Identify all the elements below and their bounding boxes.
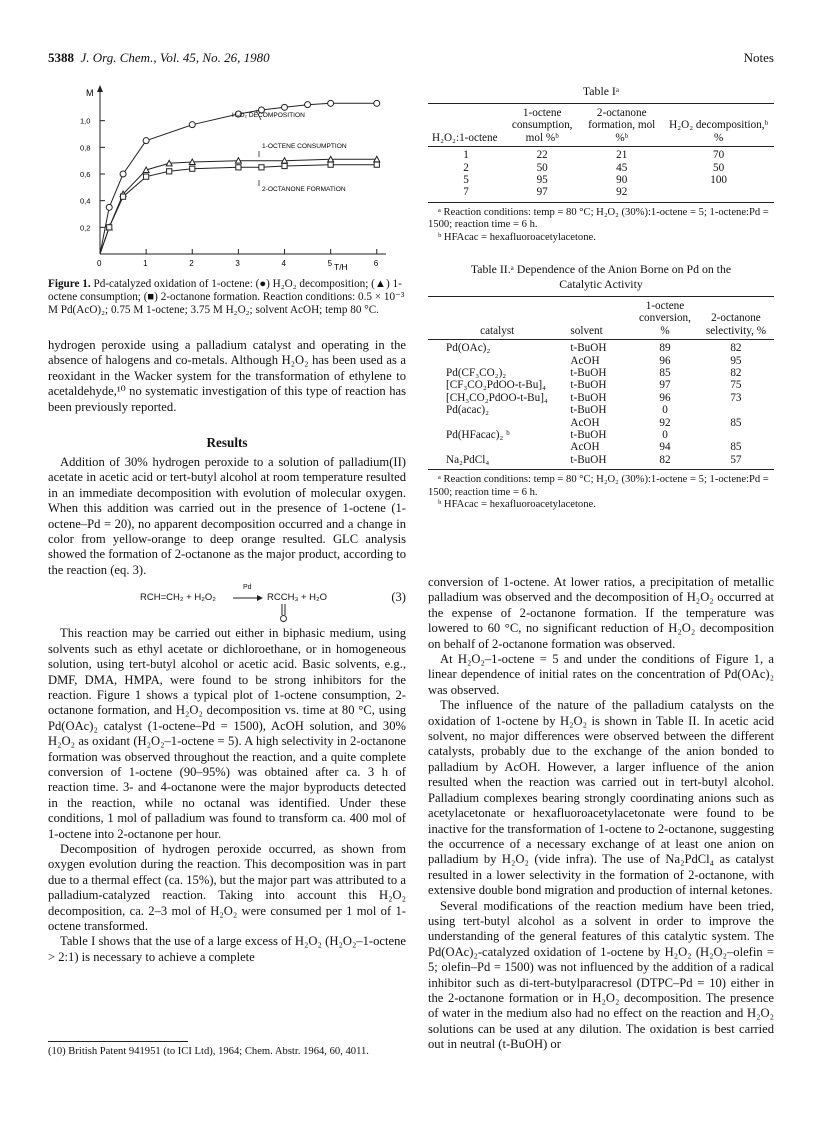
table-cell: 70 <box>713 149 725 162</box>
table-cell: 50 <box>713 161 725 174</box>
equation-arrow-label: Pd <box>243 584 252 592</box>
curve-label-octanone: 2-OCTANONE FORMATION <box>262 186 346 193</box>
table-cell: AcOH <box>570 416 600 429</box>
y-tick-label: 0,4 <box>80 196 91 206</box>
x-axis-label: T/H <box>334 262 348 272</box>
table-1-header: H₂O₂:1-octene <box>432 131 498 144</box>
table-cell: 92 <box>616 186 628 199</box>
table-cell: 50 <box>536 161 548 174</box>
x-tick-label: 3 <box>235 259 240 268</box>
y-axis-arrow-icon <box>97 85 103 92</box>
table-cell: 1 <box>463 149 469 162</box>
y-tick-label: 0,6 <box>80 170 91 179</box>
table-cell <box>428 355 566 367</box>
data-point-octanone <box>107 225 112 230</box>
table-row <box>428 379 774 391</box>
table-cell: 96 <box>659 354 671 367</box>
data-point-octanone <box>144 174 149 179</box>
table-cell: [CF₃CO₂PdOO-t-Bu]₄ <box>446 379 546 392</box>
series-line-1 <box>100 103 377 254</box>
data-point-h2o2 <box>282 104 288 110</box>
table-cell <box>698 404 774 416</box>
table-cell: t-BuOH <box>570 453 607 466</box>
table-1-footnote-b: ᵇ HFAcac = hexafluoroacetylacetone. <box>438 232 596 244</box>
table-1-header: 2-octanone formation, mol %ᵇ <box>588 107 656 144</box>
x-tick-label: 4 <box>281 259 286 268</box>
paragraph-right-4: Several modifications of the reaction medium have been tried, using tert-butyl alcohol as a solvent in order to improve the understanding of the general features of this catalytic system. The Pd(OAc)₂-catalyzed oxidation of 1-octene by H₂O₂ (H₂O₂–olefin = 5; olefin–Pd = 1500) was not influenced by the addition of a radical inhibitor such as di-tert-butylparacresol (DTPC–Pd = 10) either in the 2-octanone formation or in H₂O₂ decomposition. The presence of water in the medium also had no effect on the reaction and H₂O₂ solutions can be used at any dilution. The oxidation is best carried out in neutral (t-BuOH) or <box>428 898 774 1052</box>
table-1 <box>428 107 774 199</box>
x-tick-label: 6 <box>373 259 379 268</box>
table-row <box>428 441 774 453</box>
table-row <box>428 149 774 161</box>
figure-1-plot <box>56 84 396 276</box>
paragraph-results-2: This reaction may be carried out either in biphasic medium, using solvents such as ethyl acetate or dichloroethane, or in homogeneous solution, using tert-butyl alcohol or acetic acid. Basic solvents, e.g., DMF, DMA, HMPA, were found to be strong inhibitors for the reaction. Figure 1 shows a typical plot of 1-octene consumption, 2-octanone formation, and H₂O₂ decomposition vs. time at 80 °C, using Pd(OAc)₂ catalyst (1-octene–Pd = 1500), AcOH solution, and 30% H₂O₂ as oxidant (H₂O₂–1-octene = 5). A high selectivity in 2-octanone formation was observed throughout the reaction, and a quite complete conversion of 1-octene (90–95%) was obtained after ca. 3 h of reaction time. 3- and 4-octanone were the major byproducts detected in the reaction, while no octanal was identified. Under these conditions, 1 mol of palladium was found to transform ca. 400 mol of 1-octene into 2-octanone per hour. <box>48 626 406 841</box>
series-line-3 <box>100 165 377 254</box>
table-cell: 0 <box>662 404 668 417</box>
table-cell: 22 <box>536 149 548 162</box>
equation-number: (3) <box>391 590 406 605</box>
table-2-footnote-b: ᵇ HFAcac = hexafluoroacetylacetone. <box>438 499 596 511</box>
x-tick-label: 1 <box>143 259 148 268</box>
figure-caption-text: Pd-catalyzed oxidation of 1-octene: (●) H₂O₂ decomposition; (▲) 1-octene consumption; (■) 2-octanone formation. Reaction conditions: 0.5 × 10⁻³ M Pd(AcO)₂; 0.75 M 1-octene; 3.75 M H₂O₂; solvent AcOH; temp 80 °C. <box>48 278 405 316</box>
table-cell: AcOH <box>570 441 600 454</box>
table-cell <box>663 186 774 198</box>
data-point-h2o2 <box>305 102 311 108</box>
table-cell: [CH₃CO₂PdOO-t-Bu]₄ <box>446 391 548 404</box>
left-column <box>48 338 406 965</box>
table-cell: AcOH <box>570 354 600 367</box>
table-2 <box>428 300 774 466</box>
data-point-octanone <box>282 163 287 168</box>
curve-label-octene: 1-OCTENE CONSUMPTION <box>262 143 347 150</box>
table-cell: t-BuOH <box>570 391 607 404</box>
table-cell: 7 <box>463 186 469 199</box>
table-cell <box>428 441 566 453</box>
table-cell: t-BuOH <box>570 342 607 355</box>
page-number: 5388 <box>48 50 74 65</box>
table-2-footnote-a: ᵃ Reaction conditions: temp = 80 °C; H₂O₂ (30%):1-octene = 5; 1-octene:Pd = 1500; reaction time = 6 h. <box>428 474 769 498</box>
footnote-rule <box>48 1041 188 1042</box>
paragraph-results-4: Table I shows that the use of a large excess of H₂O₂ (H₂O₂–1-octene > 2:1) is necessary to achieve a complete <box>48 934 406 964</box>
paragraph-right-1: conversion of 1-octene. At lower ratios, a precipitation of metallic palladium was observed and the decomposition of H₂O₂ occurred at the expense of 2-octanone formation. If the temperature was lowered to 60 °C, no significant reduction of H₂O₂ decomposition on behalf of 2-octanone formation was observed. <box>428 575 774 651</box>
x-tick-label: 2 <box>189 259 194 268</box>
section-heading-results: Results <box>206 435 248 451</box>
table-2-caption: Table II.ᵃ Dependence of the Anion Borne on Pd on the Catalytic Activity <box>470 262 732 291</box>
data-point-h2o2 <box>120 171 126 177</box>
table-row <box>428 342 774 354</box>
table-cell: Pd(HFacac)₂ ᵇ <box>446 429 510 442</box>
data-point-octanone <box>190 166 195 171</box>
table-row <box>428 392 774 404</box>
table-cell: 21 <box>616 149 628 162</box>
section-label: Notes <box>743 50 774 65</box>
reaction-arrow-icon <box>233 594 263 602</box>
table-1-header: H₂O₂ decomposition,ᵇ % <box>669 119 769 144</box>
equation-3 <box>48 584 406 624</box>
data-point-octanone <box>236 165 241 170</box>
data-point-h2o2 <box>328 100 334 106</box>
table-cell: 90 <box>616 174 628 187</box>
y-tick-label: 0,2 <box>80 223 91 233</box>
table-cell: 82 <box>730 342 742 355</box>
table-cell: 5 <box>463 174 469 187</box>
table-cell: 57 <box>730 453 742 466</box>
curve-label-h2o2: H₂O₂ DECOMPOSITION <box>232 112 305 119</box>
data-point-h2o2 <box>189 122 195 128</box>
data-point-octanone <box>120 194 125 199</box>
table-row <box>428 454 774 466</box>
paragraph-intro-continued: hydrogen peroxide using a palladium catalyst and operating in the absence of halogens and co-metals. Although H₂O₂ has been used as a reoxidant in the Wacker system for the transformation of ethylene to acetaldehyde,¹⁰ no systematic investigation of this type of reaction has been previously reported. <box>48 338 406 414</box>
data-point-h2o2 <box>374 100 380 106</box>
figure-caption-title: Figure 1. <box>48 278 91 290</box>
equation-reactants: RCH=CH₂ + H₂O₂ <box>140 592 216 604</box>
data-point-h2o2 <box>106 204 112 210</box>
table-2-block <box>428 262 774 512</box>
x-tick-label: 0 <box>97 259 102 268</box>
table-cell: 45 <box>616 161 628 174</box>
table-cell: 82 <box>659 453 671 466</box>
table-cell: 89 <box>659 342 671 355</box>
figure-1 <box>56 84 396 276</box>
table-cell: 92 <box>659 416 671 429</box>
table-cell: 95 <box>730 354 742 367</box>
table-cell: 96 <box>659 391 671 404</box>
paragraph-right-2: At H₂O₂–1-octene = 5 and under the conditions of Figure 1, a linear dependence of initial rates on the concentration of Pd(OAc)₂ was observed. <box>428 652 774 697</box>
right-column <box>428 575 774 1053</box>
table-1-header: 1-octene consumption, mol %ᵇ <box>511 107 573 144</box>
y-tick-label: 0,8 <box>80 143 91 153</box>
table-cell: 82 <box>730 367 742 380</box>
footnote-10: (10) British Patent 941951 (to ICI Ltd), 1964; Chem. Abstr. 1964, 60, 4011. <box>48 1046 369 1057</box>
table-row <box>428 404 774 416</box>
table-cell: 95 <box>536 174 548 187</box>
table-cell: 75 <box>730 379 742 392</box>
x-tick-label: 5 <box>327 259 333 268</box>
table-row <box>428 162 774 174</box>
table-cell: t-BuOH <box>570 404 607 417</box>
data-point-octanone <box>374 162 379 167</box>
data-point-octanone <box>167 169 172 174</box>
table-cell: 97 <box>536 186 548 199</box>
table-cell: Pd(OAc)₂ <box>446 342 491 355</box>
table-cell: t-BuOH <box>570 429 607 442</box>
running-header <box>48 50 270 66</box>
table-cell: 97 <box>659 379 671 392</box>
table-cell: 85 <box>730 441 742 454</box>
table-cell: 0 <box>662 429 668 442</box>
y-axis-label: M <box>86 88 94 98</box>
table-cell: 2 <box>463 161 469 174</box>
table-cell: t-BuOH <box>570 367 607 380</box>
journal-citation: J. Org. Chem., Vol. 45, No. 26, 1980 <box>80 50 270 65</box>
table-1-footnote-a: ᵃ Reaction conditions: temp = 80 °C; H₂O₂ (30%):1-octene = 5; 1-octene:Pd = 1500; reaction time = 6 h. <box>428 206 769 231</box>
table-2-header: 1-octene conversion, % <box>639 300 691 337</box>
table-cell: Pd(acac)₂ <box>446 404 490 417</box>
table-cell <box>428 417 566 429</box>
data-point-h2o2 <box>143 138 149 144</box>
equation-products: RCCH₃ + H₂O <box>267 592 328 604</box>
table-cell: Pd(CF₃CO₂)₂ <box>446 367 507 380</box>
series-line-2 <box>100 159 377 254</box>
table-1-caption: Table Iᵃ <box>582 84 620 98</box>
paragraph-results-3: Decomposition of hydrogen peroxide occurred, as shown from oxygen evolution during the reaction. This decomposition was in part due to a thermal effect (ca. 15%), but the major part was attributed to a palladium-catalyzed reaction. Taking into account this H₂O₂ decomposition, ca. 2–3 mol of H₂O₂ were consumed per 1 mol of 1-octene transformed. <box>48 841 406 933</box>
data-point-octanone <box>328 162 333 167</box>
figure-1-caption <box>48 278 406 317</box>
table-row <box>428 429 774 441</box>
data-point-octanone <box>259 165 264 170</box>
table-row <box>428 355 774 367</box>
carbonyl-bond-icon <box>280 604 288 622</box>
table-2-header: solvent <box>570 324 603 337</box>
table-cell: 100 <box>710 174 728 187</box>
paragraph-right-3: The influence of the nature of the palladium catalysts on the oxidation of 1-octene by H₂O₂ is shown in Table II. In acetic acid solvent, no major differences were observed between the different catalysts, probably due to the exchange of the anion bonded to palladium by AcOH. However, a larger influence of the anion resulted when the reaction was carried out in tert-butyl alcohol. Palladium complexes bearing strongly coordinating anions such as acetylacetonate or hexafluoroacetylacetonate were found to be inactive for the transformation of 1-octene to 2-octanone, suggesting the occurrence of a necessary exchange of at least one anion on palladium by H₂O₂ (vide infra). The use of Na₂PdCl₄ as catalyst resulted in a lower selectivity in the formation of 2-octanone, with extensive double bond migration and production of internal ketones. <box>428 698 774 898</box>
paragraph-results-1: Addition of 30% hydrogen peroxide to a solution of palladium(II) acetate in acetic acid or tert-butyl alcohol at room temperature resulted in an immediate decomposition with evolution of molecular oxygen. When this addition was carried out in the presence of 1-octene (1-octene–Pd = 20), no apparent decomposition occurred and a change in color from yellow-orange to deep orange resulted. GLC analysis showed the formation of 2-octanone as the major product, according to the reaction (eq. 3). <box>48 455 406 577</box>
table-cell: 85 <box>659 367 671 380</box>
table-1-block <box>428 84 774 245</box>
table-2-header: 2-octanone selectivity, % <box>705 312 767 337</box>
table-row <box>428 174 774 186</box>
table-row <box>428 367 774 379</box>
table-cell: Na₂PdCl₄ <box>446 453 490 466</box>
table-cell: t-BuOH <box>570 379 607 392</box>
table-cell: 94 <box>659 441 671 454</box>
table-cell: 85 <box>730 416 742 429</box>
table-row <box>428 417 774 429</box>
y-tick-label: 1,0 <box>80 116 91 126</box>
table-cell: 73 <box>730 391 742 404</box>
table-2-header: catalyst <box>480 324 515 337</box>
table-cell <box>698 429 774 441</box>
table-row <box>428 186 774 198</box>
